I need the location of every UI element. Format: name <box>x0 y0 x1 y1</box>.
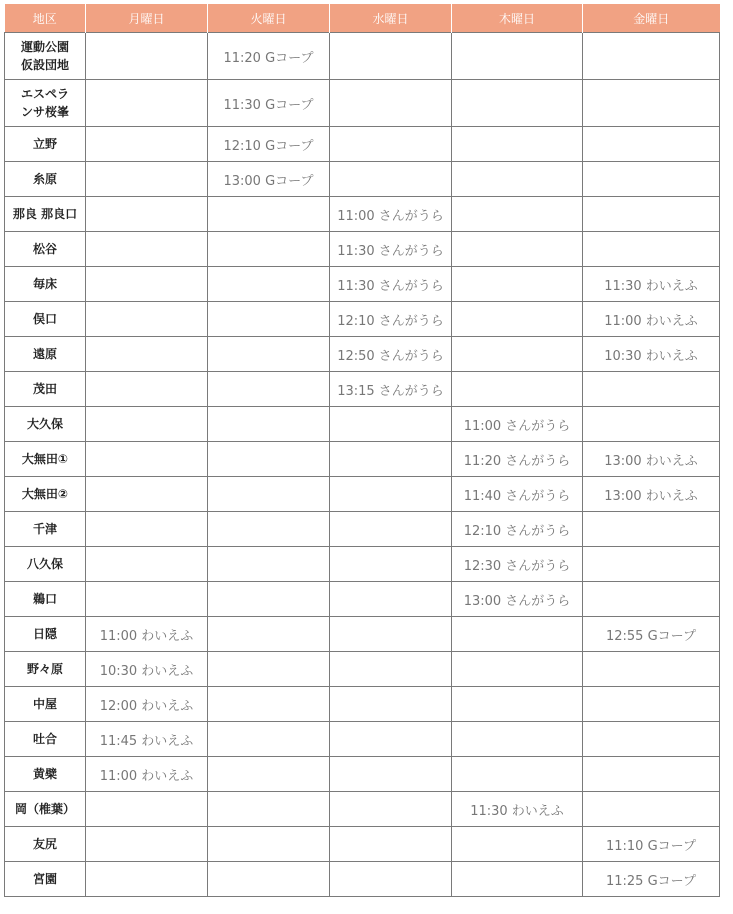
schedule-cell-tuesday <box>208 302 330 337</box>
schedule-cell-tuesday <box>208 687 330 722</box>
table-row <box>5 407 720 442</box>
area-name-cell: 吐合 <box>5 722 86 757</box>
schedule-cell-tuesday <box>208 232 330 267</box>
schedule-cell-friday <box>583 80 720 127</box>
table-row <box>5 33 720 80</box>
schedule-cell-friday: 13:00 わいえふ <box>583 477 720 512</box>
schedule-cell-monday: 11:00 わいえふ <box>86 757 208 792</box>
schedule-cell-wednesday: 12:50 さんがうら <box>330 337 452 372</box>
schedule-cell-friday <box>583 792 720 827</box>
area-name-cell: 毎床 <box>5 267 86 302</box>
schedule-cell-thursday <box>452 302 583 337</box>
schedule-cell-tuesday <box>208 757 330 792</box>
schedule-cell-wednesday <box>330 757 452 792</box>
schedule-cell-monday <box>86 547 208 582</box>
schedule-cell-thursday <box>452 80 583 127</box>
schedule-cell-monday <box>86 582 208 617</box>
schedule-cell-tuesday <box>208 197 330 232</box>
schedule-cell-wednesday <box>330 827 452 862</box>
schedule-cell-friday <box>583 722 720 757</box>
schedule-cell-monday <box>86 337 208 372</box>
schedule-cell-monday <box>86 512 208 547</box>
schedule-cell-wednesday <box>330 617 452 652</box>
schedule-cell-tuesday <box>208 547 330 582</box>
schedule-cell-tuesday <box>208 827 330 862</box>
area-name-cell: 大久保 <box>5 407 86 442</box>
table-header <box>5 4 720 33</box>
schedule-cell-tuesday <box>208 512 330 547</box>
schedule-cell-tuesday <box>208 267 330 302</box>
schedule-cell-monday <box>86 827 208 862</box>
schedule-cell-monday <box>86 477 208 512</box>
schedule-cell-tuesday: 11:20 Gコープ <box>208 33 330 80</box>
area-name-cell: 立野 <box>5 127 86 162</box>
schedule-cell-thursday: 11:20 さんがうら <box>452 442 583 477</box>
table-row <box>5 337 720 372</box>
schedule-cell-wednesday <box>330 582 452 617</box>
header-monday: 月曜日 <box>86 4 208 33</box>
schedule-cell-monday <box>86 162 208 197</box>
area-name-cell: 千津 <box>5 512 86 547</box>
table-row <box>5 512 720 547</box>
schedule-cell-monday <box>86 792 208 827</box>
schedule-cell-friday <box>583 162 720 197</box>
header-row <box>5 4 720 33</box>
header-thursday: 木曜日 <box>452 4 583 33</box>
schedule-cell-thursday <box>452 687 583 722</box>
schedule-cell-monday <box>86 862 208 897</box>
area-name-cell: 野々原 <box>5 652 86 687</box>
schedule-cell-friday: 10:30 わいえふ <box>583 337 720 372</box>
area-name-cell: 大無田② <box>5 477 86 512</box>
schedule-cell-friday <box>583 407 720 442</box>
area-name-cell: 中屋 <box>5 687 86 722</box>
schedule-cell-friday <box>583 232 720 267</box>
schedule-cell-monday <box>86 442 208 477</box>
table-row <box>5 267 720 302</box>
schedule-cell-tuesday <box>208 582 330 617</box>
table-row <box>5 617 720 652</box>
schedule-cell-monday: 11:45 わいえふ <box>86 722 208 757</box>
table-row <box>5 127 720 162</box>
area-name-cell: 運動公園 仮設団地 <box>5 33 86 80</box>
schedule-cell-monday: 10:30 わいえふ <box>86 652 208 687</box>
schedule-cell-thursday: 11:30 わいえふ <box>452 792 583 827</box>
schedule-cell-monday <box>86 267 208 302</box>
schedule-cell-thursday <box>452 862 583 897</box>
area-name-cell: 岡（椎葉） <box>5 792 86 827</box>
schedule-cell-thursday <box>452 33 583 80</box>
area-name-cell: 俣口 <box>5 302 86 337</box>
table-body <box>5 33 720 897</box>
schedule-cell-tuesday <box>208 337 330 372</box>
schedule-cell-thursday <box>452 617 583 652</box>
schedule-cell-friday <box>583 197 720 232</box>
schedule-cell-friday: 11:00 わいえふ <box>583 302 720 337</box>
schedule-cell-tuesday <box>208 862 330 897</box>
schedule-cell-wednesday: 12:10 さんがうら <box>330 302 452 337</box>
schedule-cell-friday <box>583 547 720 582</box>
schedule-cell-monday <box>86 33 208 80</box>
schedule-cell-friday: 11:25 Gコープ <box>583 862 720 897</box>
schedule-cell-wednesday <box>330 162 452 197</box>
area-name-cell: 那良 那良口 <box>5 197 86 232</box>
schedule-cell-wednesday <box>330 652 452 687</box>
table-row <box>5 162 720 197</box>
schedule-cell-wednesday: 11:00 さんがうら <box>330 197 452 232</box>
schedule-cell-thursday: 11:00 さんがうら <box>452 407 583 442</box>
schedule-cell-tuesday <box>208 372 330 407</box>
schedule-cell-monday: 12:00 わいえふ <box>86 687 208 722</box>
schedule-cell-tuesday: 13:00 Gコープ <box>208 162 330 197</box>
area-name-cell: エスペラ ンサ桜峯 <box>5 80 86 127</box>
schedule-cell-tuesday <box>208 792 330 827</box>
schedule-cell-thursday <box>452 372 583 407</box>
header-friday: 金曜日 <box>583 4 720 33</box>
schedule-cell-wednesday: 11:30 さんがうら <box>330 232 452 267</box>
area-name-cell: 友尻 <box>5 827 86 862</box>
schedule-cell-wednesday <box>330 792 452 827</box>
schedule-cell-friday <box>583 582 720 617</box>
schedule-cell-tuesday: 11:30 Gコープ <box>208 80 330 127</box>
area-name-cell: 糸原 <box>5 162 86 197</box>
table-row <box>5 477 720 512</box>
schedule-cell-tuesday <box>208 477 330 512</box>
schedule-cell-friday <box>583 372 720 407</box>
table-row <box>5 827 720 862</box>
table-row <box>5 80 720 127</box>
schedule-cell-wednesday <box>330 80 452 127</box>
header-wednesday: 水曜日 <box>330 4 452 33</box>
schedule-cell-thursday <box>452 197 583 232</box>
schedule-cell-thursday <box>452 127 583 162</box>
schedule-cell-friday <box>583 687 720 722</box>
header-tuesday: 火曜日 <box>208 4 330 33</box>
schedule-cell-wednesday <box>330 33 452 80</box>
table-row <box>5 757 720 792</box>
schedule-table <box>4 4 720 897</box>
schedule-cell-wednesday <box>330 512 452 547</box>
schedule-cell-thursday <box>452 722 583 757</box>
schedule-cell-wednesday <box>330 687 452 722</box>
table-row <box>5 792 720 827</box>
area-name-cell: 松谷 <box>5 232 86 267</box>
schedule-cell-tuesday: 12:10 Gコープ <box>208 127 330 162</box>
table-row <box>5 652 720 687</box>
schedule-cell-tuesday <box>208 407 330 442</box>
area-name-cell: 大無田① <box>5 442 86 477</box>
schedule-cell-thursday: 12:30 さんがうら <box>452 547 583 582</box>
schedule-cell-wednesday: 11:30 さんがうら <box>330 267 452 302</box>
schedule-container <box>4 4 720 897</box>
schedule-cell-monday <box>86 80 208 127</box>
schedule-cell-thursday <box>452 652 583 687</box>
table-row <box>5 722 720 757</box>
table-row <box>5 232 720 267</box>
schedule-cell-monday: 11:00 わいえふ <box>86 617 208 652</box>
schedule-cell-tuesday <box>208 722 330 757</box>
table-row <box>5 687 720 722</box>
schedule-cell-friday: 12:55 Gコープ <box>583 617 720 652</box>
schedule-cell-thursday: 11:40 さんがうら <box>452 477 583 512</box>
table-row <box>5 372 720 407</box>
schedule-cell-thursday: 12:10 さんがうら <box>452 512 583 547</box>
schedule-cell-monday <box>86 232 208 267</box>
schedule-cell-wednesday <box>330 442 452 477</box>
table-row <box>5 197 720 232</box>
schedule-cell-monday <box>86 127 208 162</box>
schedule-cell-friday: 11:30 わいえふ <box>583 267 720 302</box>
schedule-cell-friday: 13:00 わいえふ <box>583 442 720 477</box>
schedule-cell-thursday <box>452 232 583 267</box>
schedule-cell-friday <box>583 757 720 792</box>
schedule-cell-monday <box>86 372 208 407</box>
schedule-cell-monday <box>86 407 208 442</box>
schedule-cell-monday <box>86 197 208 232</box>
table-row <box>5 442 720 477</box>
schedule-cell-thursday <box>452 337 583 372</box>
schedule-cell-tuesday <box>208 617 330 652</box>
area-name-cell: 黄檗 <box>5 757 86 792</box>
schedule-cell-friday <box>583 652 720 687</box>
schedule-cell-wednesday: 13:15 さんがうら <box>330 372 452 407</box>
schedule-cell-thursday <box>452 827 583 862</box>
area-name-cell: 日隠 <box>5 617 86 652</box>
table-row <box>5 862 720 897</box>
schedule-cell-friday <box>583 33 720 80</box>
schedule-cell-friday <box>583 127 720 162</box>
schedule-cell-wednesday <box>330 722 452 757</box>
table-row <box>5 547 720 582</box>
schedule-cell-wednesday <box>330 407 452 442</box>
schedule-cell-monday <box>86 302 208 337</box>
schedule-cell-thursday <box>452 162 583 197</box>
schedule-cell-tuesday <box>208 442 330 477</box>
area-name-cell: 鵜口 <box>5 582 86 617</box>
area-name-cell: 遠原 <box>5 337 86 372</box>
table-row <box>5 582 720 617</box>
schedule-cell-thursday <box>452 757 583 792</box>
header-area: 地区 <box>5 4 86 33</box>
schedule-cell-thursday: 13:00 さんがうら <box>452 582 583 617</box>
schedule-cell-wednesday <box>330 862 452 897</box>
area-name-cell: 八久保 <box>5 547 86 582</box>
table-row <box>5 302 720 337</box>
area-name-cell: 茂田 <box>5 372 86 407</box>
schedule-cell-friday: 11:10 Gコープ <box>583 827 720 862</box>
schedule-cell-wednesday <box>330 127 452 162</box>
area-name-cell: 宮園 <box>5 862 86 897</box>
schedule-cell-wednesday <box>330 477 452 512</box>
schedule-cell-friday <box>583 512 720 547</box>
schedule-cell-tuesday <box>208 652 330 687</box>
schedule-cell-thursday <box>452 267 583 302</box>
schedule-cell-wednesday <box>330 547 452 582</box>
